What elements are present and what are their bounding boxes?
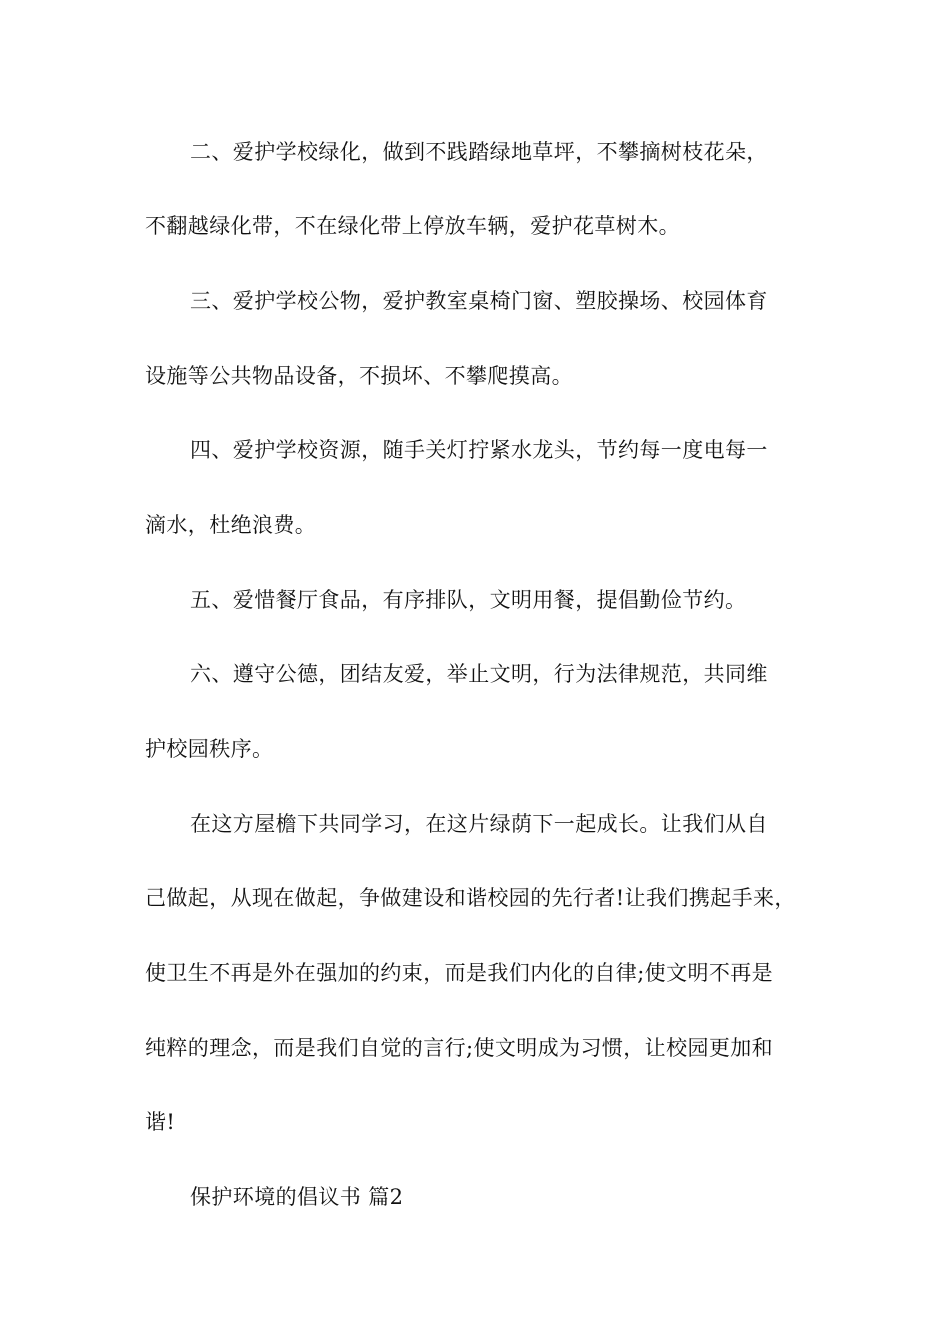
paragraph-line: 己做起，从现在做起，争做建设和谐校园的先行者!让我们携起手来， (145, 886, 796, 910)
paragraph-line: 二、爱护学校绿化，做到不践踏绿地草坪，不攀摘树枝花朵， (190, 140, 768, 164)
paragraph-line: 谐! (145, 1110, 176, 1134)
paragraph-line: 不翻越绿化带，不在绿化带上停放车辆，爱护花草树木。 (145, 214, 680, 238)
paragraph-line: 在这方屋檐下共同学习，在这片绿荫下一起成长。让我们从自 (190, 812, 768, 836)
paragraph-line: 纯粹的理念，而是我们自觉的言行;使文明成为习惯，让校园更加和 (145, 1036, 774, 1060)
paragraph-line: 六、遵守公德，团结友爱，举止文明，行为法律规范，共同维 (190, 662, 768, 686)
section-heading: 保护环境的倡议书 篇2 (190, 1185, 404, 1209)
paragraph-line: 五、爱惜餐厅食品，有序排队，文明用餐，提倡勤俭节约。 (190, 588, 747, 612)
paragraph-line: 设施等公共物品设备，不损坏、不攀爬摸高。 (145, 364, 573, 388)
paragraph-line: 三、爱护学校公物，爱护教室桌椅门窗、塑胶操场、校园体育 (190, 289, 768, 313)
paragraph-line: 使卫生不再是外在强加的约束，而是我们内化的自律;使文明不再是 (145, 961, 774, 985)
paragraph-line: 滴水，杜绝浪费。 (145, 513, 317, 537)
paragraph-line: 护校园秩序。 (145, 737, 274, 761)
paragraph-line: 四、爱护学校资源，随手关灯拧紧水龙头，节约每一度电每一 (190, 438, 768, 462)
